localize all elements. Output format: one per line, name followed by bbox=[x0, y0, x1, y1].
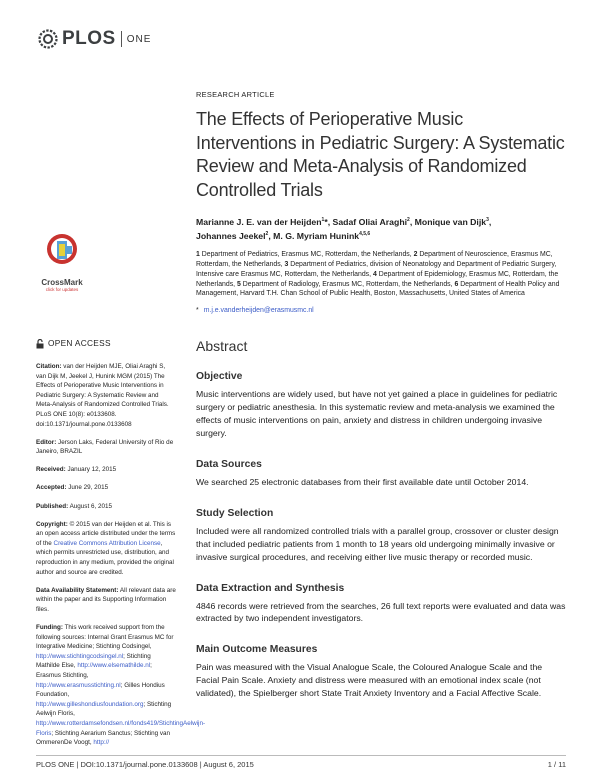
affiliation-text: Department of Health Policy and Management, Harvard T.H. Chan School of Public Health, Boston, Massachusetts, United States of America bbox=[196, 280, 560, 298]
crossmark-icon bbox=[45, 232, 79, 272]
plos-one-logo[interactable] bbox=[38, 28, 151, 50]
license-link[interactable]: Creative Commons Attribution License bbox=[53, 539, 161, 547]
article-type: RESEARCH ARTICLE bbox=[196, 90, 275, 99]
footer-divider bbox=[36, 755, 566, 756]
affiliation-text: Department of Radiology, Erasmus MC, Rotterdam, the Netherlands, bbox=[242, 280, 453, 288]
section-heading: Data Sources bbox=[196, 458, 262, 470]
affiliations bbox=[196, 250, 566, 300]
affiliation-number: 6 bbox=[454, 280, 459, 288]
author[interactable]: Marianne J. E. van der Heijden bbox=[196, 216, 322, 227]
affiliation-number: 4 bbox=[372, 270, 377, 278]
funding-link[interactable]: http://www.stichtingcodsingel.nl bbox=[36, 652, 124, 660]
crossmark-subtitle: click for updates bbox=[45, 287, 79, 292]
abstract-heading: Abstract bbox=[196, 338, 248, 355]
accepted-date: Accepted: June 29, 2015 bbox=[36, 484, 109, 492]
funding: Funding: This work received support from the following sources: Internal Grant Erasmus MC for Integrative Medicine; Stichting Codsingel, http://www.stichtingcodsingel.nl; Stichting Mathilde Else, http://www.elsemathilde.nl; Erasmus Stichting, http://www.erasmusstichting.nl; Gilles Hondius Foundation, http://www.gilleshondiusfoundation.org; Stichting Aelwijn Floris, http://www.rotterdamsefondsen.nl/fonds419/StichtingAelwijn-Floris; Stichting Aerarium Sanctus; Stichting van OmmerenDe Voogt, http:// bbox=[36, 623, 206, 747]
affiliation-number: 2 bbox=[413, 250, 418, 258]
affiliation-number: 1 bbox=[196, 250, 200, 258]
editor: Editor: Jerson Laks, Federal University of Rio de Janeiro, BRAZIL bbox=[36, 438, 174, 456]
affiliation-text: Department of Epidemiology, Erasmus MC, Rotterdam, the Netherlands, bbox=[196, 270, 559, 288]
section-heading: Main Outcome Measures bbox=[196, 644, 318, 656]
section-text: Music interventions are widely used, but have not yet gained a place in guidelines for pediatric surgery or pediatric anesthesia. In this systematic review and meta-analysis we examined the effects of music interventions on pain, anxiety and distress in children undergoing invasive surgery. bbox=[196, 389, 558, 439]
footer-citation: PLOS ONE | DOI:10.1371/journal.pone.0133608 | August 6, 2015 bbox=[36, 760, 254, 769]
citation: Citation: van der Heijden MJE, Oliai Araghi S, van Dijk M, Jeekel J, Hunink MGM (2015) The Effects of Perioperative Music Interventions in Pediatric Surgery: A Systematic Review and Meta-Analysis of Randomized Controlled Trials. PLoS ONE 10(8): e0133608. doi:10.1371/journal.pone.0133608 bbox=[36, 363, 169, 428]
affiliation-number: 5 bbox=[237, 280, 241, 288]
section-heading: Objective bbox=[196, 371, 243, 383]
author[interactable]: M. G. Myriam Hunink bbox=[273, 231, 360, 242]
corresponding-author: * m.j.e.vanderheijden@erasmusmc.nl bbox=[196, 307, 314, 315]
page-number: 1 / 11 bbox=[547, 760, 566, 769]
article-title: The Effects of Perioperative Music Interventions in Pediatric Surgery: A Systematic Review and Meta-Analysis of Randomized Controlled Trials bbox=[196, 109, 565, 200]
copyright: Copyright: © 2015 van der Heijden et al. This is an open access article distributed under the terms of the Creative Commons Attribution License, which permits unrestricted use, distribution, and reproduction in any medium, provided the original author and source are credited. bbox=[36, 520, 176, 576]
affiliation-number: 3 bbox=[284, 260, 289, 268]
article-sidebar bbox=[36, 338, 206, 756]
author-list: Marianne J. E. van der Heijden$^1$*, Sadaf Oliai Araghi$^2$, Monique van Dijk$^3$, Johannes Jeekel$^2$, M. G. Myriam Hunink$^{4,5,6}$ bbox=[196, 216, 492, 242]
funding-link[interactable]: http://www.elsemathilde.nl bbox=[77, 662, 151, 670]
affiliation-text: Department of Neuroscience, Erasmus MC, Rotterdam, the Netherlands, bbox=[196, 250, 553, 268]
funding-link[interactable]: http://www.gilleshondiusfoundation.org bbox=[36, 700, 144, 708]
funding-link[interactable]: http://www.erasmusstichting.nl bbox=[36, 681, 121, 689]
section-text: Included were all randomized controlled trials with a parallel group, crossover or cluster design that included pediatric patients from 1 month to 18 years old undergoing minimally invasive or invasive surgical procedures, and receiving either live music therapy or recorded music. bbox=[196, 525, 559, 562]
crossmark-badge[interactable] bbox=[36, 232, 88, 292]
plos-brand: PLOS bbox=[62, 28, 116, 49]
received-date: Received: January 12, 2015 bbox=[36, 466, 117, 474]
crossmark-title: CrossMark bbox=[41, 278, 83, 287]
section-heading: Study Selection bbox=[196, 507, 274, 519]
logo-divider bbox=[121, 31, 122, 47]
section-text: We searched 25 electronic databases from their first available date until October 2014. bbox=[196, 476, 529, 487]
article-main bbox=[196, 90, 566, 700]
affiliation-text: Department of Pediatrics, division of Neonatology and Department of Pediatric Surgery, Intensive care Erasmus MC, Rotterdam, the Netherlands, bbox=[196, 260, 557, 278]
journal-name: ONE bbox=[126, 33, 152, 45]
author-affiliation-sup: 2 bbox=[407, 217, 410, 223]
author[interactable]: Monique van Dijk bbox=[414, 216, 487, 227]
affiliation-text: Department of Pediatrics, Erasmus MC, Rotterdam, the Netherlands, bbox=[201, 250, 412, 258]
open-access-label: OPEN ACCESS bbox=[36, 339, 176, 349]
section-text: 4846 records were retrieved from the searches, 26 full text reports were evaluated and data was extracted by two independent investigators. bbox=[196, 600, 566, 624]
author-affiliation-sup: 1 bbox=[321, 217, 325, 223]
author[interactable]: Johannes Jeekel bbox=[196, 231, 266, 242]
funding-link[interactable]: http:// bbox=[93, 739, 110, 747]
author-affiliation-sup: 3 bbox=[486, 217, 489, 223]
section-heading: Data Extraction and Synthesis bbox=[196, 582, 345, 594]
section-text: Pain was measured with the Visual Analogue Scale, the Coloured Analogue Scale and the Facial Pain Scale. Anxiety and distress were measured with an emotional index scale (not validated), the Spielberger short State Trait Anxiety Inventory and a Facial Affective Scale. bbox=[196, 662, 543, 699]
plos-logo-icon bbox=[38, 29, 58, 49]
open-lock-icon bbox=[36, 339, 44, 349]
published-date: Published: August 6, 2015 bbox=[36, 502, 112, 510]
author-affiliation-sup: 2 bbox=[265, 231, 269, 238]
author[interactable]: Sadaf Oliai Araghi bbox=[332, 216, 408, 227]
abstract-sections bbox=[196, 371, 566, 700]
author-affiliation-sup: 4,5,6 bbox=[359, 231, 371, 238]
data-availability: Data Availability Statement: All relevant data are within the paper and its Supporting Information files. bbox=[36, 586, 176, 613]
corresponding-email[interactable]: m.j.e.vanderheijden@erasmusmc.nl bbox=[203, 307, 314, 315]
funding-link[interactable]: http://www.rotterdamsefondsen.nl/fonds419/StichtingAelwijn-Floris bbox=[36, 719, 206, 737]
